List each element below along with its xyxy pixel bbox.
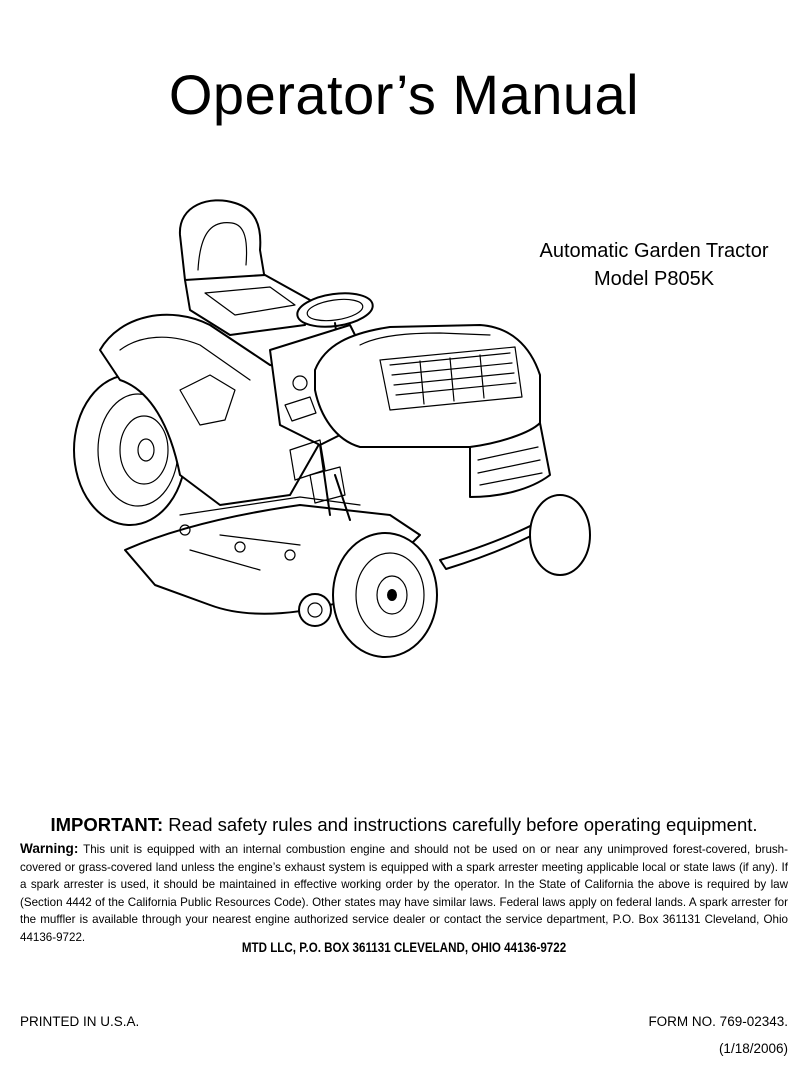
product-name: Automatic Garden Tractor [539, 240, 769, 262]
form-number: FORM NO. 769-02343. [648, 1014, 788, 1029]
front-wheel-icon [333, 533, 437, 657]
seat-icon [180, 200, 310, 335]
company-address: MTD LLC, P.O. BOX 361131 CLEVELAND, OHIO 44136-9722 [241, 940, 567, 955]
form-date: (1/18/2006) [718, 1041, 788, 1056]
warning-label: Warning: [20, 841, 79, 856]
hood-icon [315, 325, 540, 447]
warning-text: This unit is equipped with an internal combustion engine and should not be used on or near any unimproved forest-covered, brush-covered or grass-covered land unless the engine’s exhaust system is equipped with a spark arrester meeting applicable local or state laws (if any). If a spark arrester is used, it should be maintained in effective working order by the operator. In the State of California the above is required by law (Section 4442 of the California Public Resources Code). Other states may have similar laws. Federal laws apply on federal lands. A spark arrester for the muffler is available through your nearest engine authorized service dealer or contact the service department, P.O. Box 361131 Cleveland, Ohio 44136-9722. [20, 843, 788, 944]
important-label: IMPORTANT: [50, 814, 164, 835]
garden-tractor-illustration [60, 175, 620, 675]
model-number: Model P805K [593, 268, 715, 290]
page-title: Operator’s Manual [168, 62, 640, 126]
important-notice [0, 812, 808, 838]
warning-paragraph [20, 840, 788, 946]
printed-in: PRINTED IN U.S.A. [20, 1014, 140, 1029]
important-text: Read safety rules and instructions carefully before operating equipment. [168, 814, 758, 835]
